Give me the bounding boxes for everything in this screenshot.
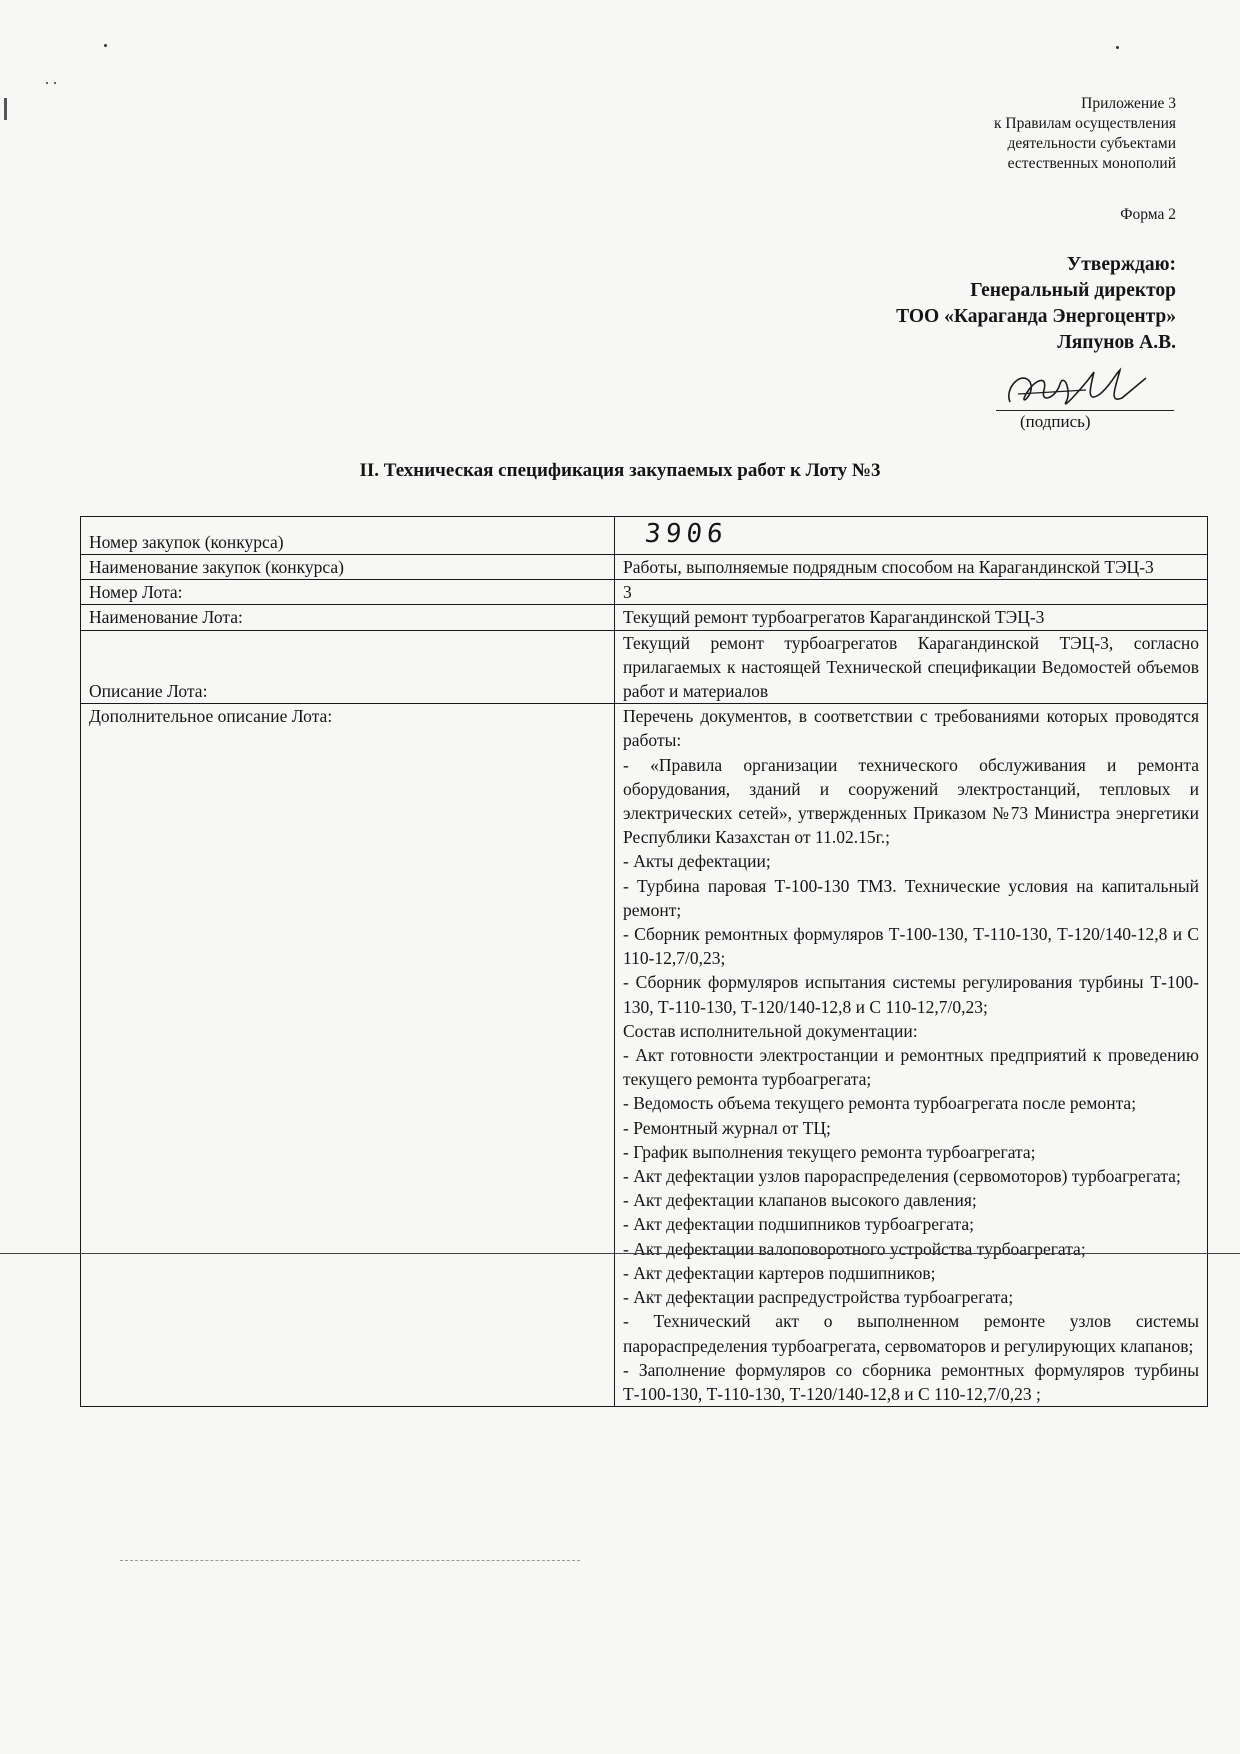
list-item: - Акт дефектации распредустройства турбоагрегата;: [623, 1287, 1014, 1308]
list-item: - Акт готовности электростанции и ремонтных предприятий к проведению текущего ремонта турбоагрегата;: [623, 1045, 1199, 1090]
appendix-line: к Правилам осуществления: [993, 115, 1176, 132]
signature-caption: (подпись): [1020, 412, 1091, 431]
row-label: Дополнительное описание Лота:: [81, 704, 615, 1407]
list-item: - График выполнения текущего ремонта турбоагрегата;: [623, 1141, 1036, 1162]
list-item: - Акты дефектации;: [623, 851, 771, 872]
approval-block: [896, 252, 1176, 356]
table-row: [81, 555, 1208, 580]
scan-edge-mark: [4, 98, 7, 120]
handwritten-signature: [996, 364, 1176, 416]
approval-line: Ляпунов А.В.: [1057, 332, 1176, 353]
row-value: 3: [615, 580, 1208, 605]
signature-line: [996, 410, 1174, 411]
scan-horizontal-line: [0, 1253, 1240, 1254]
row-value: Текущий ремонт турбоагрегатов Карагандинской ТЭЦ-3, согласно прилагаемых к настоящей Технической спецификации Ведомостей объемов работ и материалов: [615, 630, 1208, 704]
row-label: Описание Лота:: [81, 630, 615, 704]
table-row: [81, 580, 1208, 605]
list-item: - Турбина паровая Т-100-130 ТМЗ. Технические условия на капитальный ремонт;: [623, 875, 1199, 920]
form-label: Форма 2: [1120, 206, 1176, 223]
appendix-line: деятельности субъектами: [1007, 135, 1176, 152]
scan-speck: [46, 82, 48, 84]
row-label: Номер Лота:: [81, 580, 615, 605]
document-list: [623, 704, 1199, 1406]
approval-line: Генеральный директор: [970, 280, 1176, 301]
appendix-line: естественных монополий: [1007, 155, 1176, 172]
table-row: [81, 630, 1208, 704]
list-item: - Акт дефектации картеров подшипников;: [623, 1262, 936, 1283]
approval-line: Утверждаю:: [1066, 254, 1176, 275]
list-item: - Акт дефектации клапанов высокого давления;: [623, 1190, 977, 1211]
row-value: Работы, выполняемые подрядным способом на Карагандинской ТЭЦ-3: [615, 555, 1208, 580]
procurement-number: 3906: [643, 519, 730, 550]
scan-dashed-line: [120, 1560, 580, 1561]
scan-speck: [104, 44, 107, 47]
row-value: Текущий ремонт турбоагрегатов Карагандинской ТЭЦ-3: [615, 605, 1208, 630]
table-row: [81, 517, 1208, 555]
list-item: - Заполнение формуляров со сборника ремонтных формуляров турбины Т-100-130, Т-110-130, Т-120/140-12,8 и С 110-12,7/0,23 ;: [623, 1359, 1199, 1404]
list-item: Состав исполнительной документации:: [623, 1020, 918, 1041]
row-label: Наименование Лота:: [81, 605, 615, 630]
list-item: - «Правила организации технического обслуживания и ремонта оборудования, зданий и сооружений электростанций, тепловых и электрических сетей», утвержденных Приказом №73 Министра энергетики Республики Казахстан от 11.02.15г.;: [623, 754, 1199, 848]
row-value: [615, 704, 1208, 1407]
table-row: [81, 704, 1208, 1407]
row-value: [615, 517, 1208, 555]
list-item: - Акт дефектации подшипников турбоагрегата;: [623, 1214, 974, 1235]
document-title: II. Техническая спецификация закупаемых работ к Лоту №3: [359, 460, 881, 481]
list-item: - Сборник формуляров испытания системы регулирования турбины Т-100-130, Т-110-130, Т-120/140-12,8 и С 110-12,7/0,23;: [623, 972, 1199, 1017]
list-item: - Акт дефектации валоповоротного устройства турбоагрегата;: [623, 1238, 1086, 1259]
appendix-reference: [846, 94, 1176, 174]
row-label: Номер закупок (конкурса): [81, 517, 615, 555]
list-item: - Акт дефектации узлов парораспределения (сервомоторов) турбоагрегата;: [623, 1166, 1181, 1187]
table-row: [81, 605, 1208, 630]
list-item: - Технический акт о выполненном ремонте узлов системы парораспределения турбоагрегата, сервоматоров и регулирующих клапанов;: [623, 1311, 1199, 1356]
approval-line: ТОО «Караганда Энергоцентр»: [896, 306, 1176, 327]
scan-speck: [1116, 46, 1119, 49]
list-item: - Ремонтный журнал от ТЦ;: [623, 1117, 831, 1138]
appendix-line: Приложение 3: [1081, 95, 1176, 112]
list-item: - Сборник ремонтных формуляров Т-100-130, Т-110-130, Т-120/140-12,8 и С 110-12,7/0,23;: [623, 924, 1199, 969]
scan-speck: [54, 82, 56, 84]
list-item: Перечень документов, в соответствии с требованиями которых проводятся работы:: [623, 706, 1199, 751]
list-item: - Ведомость объема текущего ремонта турбоагрегата после ремонта;: [623, 1093, 1137, 1114]
row-label: Наименование закупок (конкурса): [81, 555, 615, 580]
specification-table: [80, 516, 1208, 1407]
